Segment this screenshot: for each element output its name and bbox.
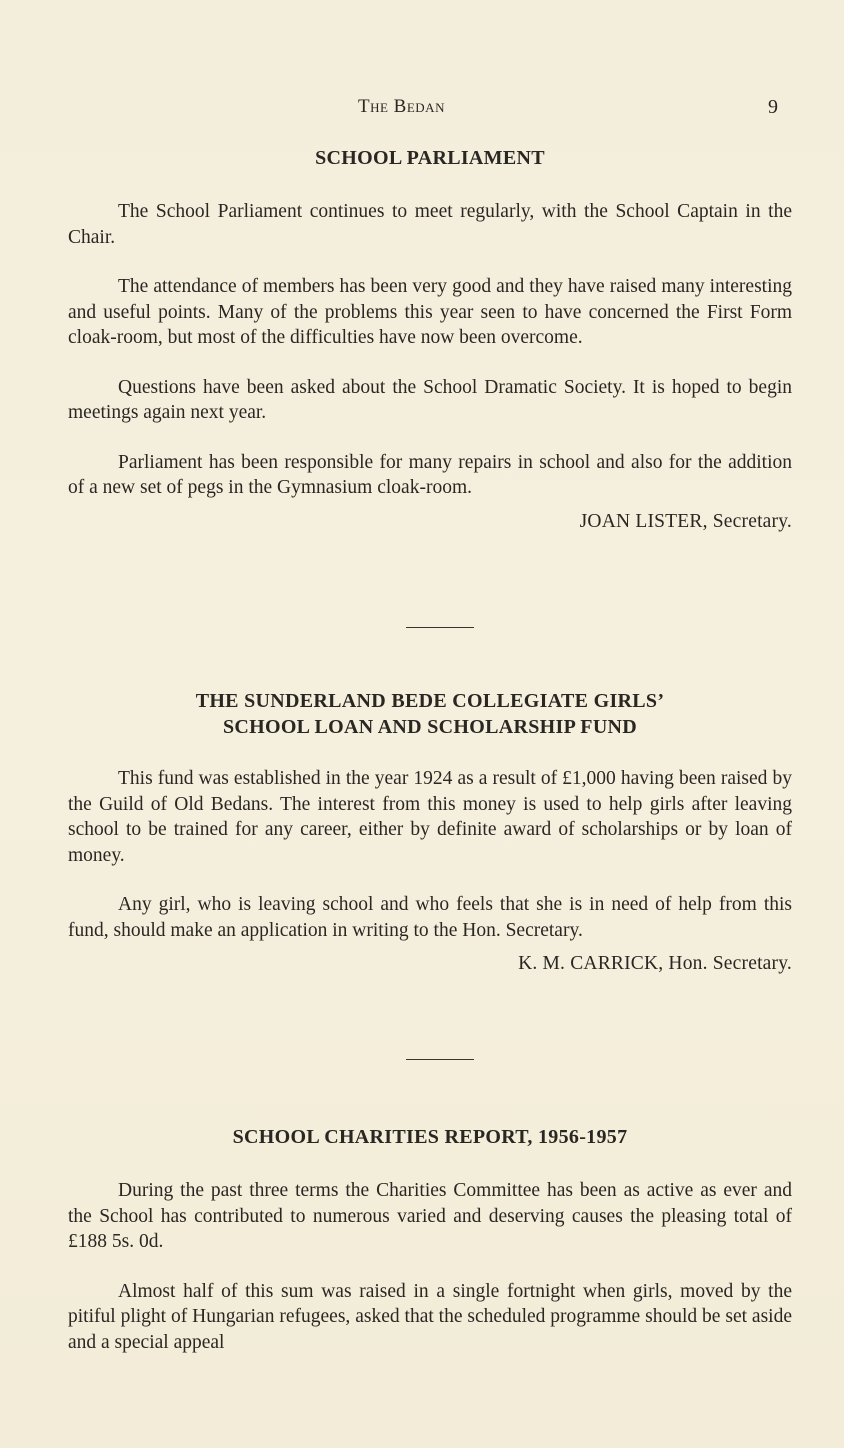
section-school-parliament xyxy=(68,145,792,534)
paragraph: Parliament has been responsible for many repairs in school and also for the addition of a new set of pegs in the Gymnasium cloak-room. xyxy=(68,451,792,498)
section-heading: SCHOOL PARLIAMENT xyxy=(315,147,545,169)
running-header xyxy=(68,96,792,124)
page-number: 9 xyxy=(768,96,778,118)
paragraph: Questions have been asked about the School Dramatic Society. It is hoped to begin meetings again next year. xyxy=(68,376,792,423)
paragraph: Almost half of this sum was raised in a single fortnight when girls, moved by the pitiful plight of Hungarian refugees, asked that the scheduled programme should be set aside and a special appeal xyxy=(68,1280,792,1353)
section-divider xyxy=(406,1059,474,1060)
running-title: The Bedan xyxy=(358,96,445,117)
paragraph: During the past three terms the Charities Committee has been as active as ever and the School has contributed to numerous varied and deserving causes the pleasing total of £188 5s. 0d. xyxy=(68,1180,792,1252)
section-charities-report xyxy=(68,1124,792,1355)
paragraph: The attendance of members has been very good and they have raised many interesting and useful points. Many of the problems this year seen to have concerned the First Form cloak-room, but most of the difficulties have now been overcome. xyxy=(68,276,792,348)
section-scholarship-fund xyxy=(68,688,792,977)
signature: K. M. CARRICK, Hon. Secretary. xyxy=(518,953,792,974)
section-heading-line-1: THE SUNDERLAND BEDE COLLEGIATE GIRLS’ xyxy=(195,690,665,712)
paragraph: The School Parliament continues to meet regularly, with the School Captain in the Chair. xyxy=(68,201,792,248)
signature: JOAN LISTER, Secretary. xyxy=(579,510,792,532)
section-heading-line-2: SCHOOL LOAN AND SCHOLARSHIP FUND xyxy=(222,716,638,738)
section-heading: SCHOOL CHARITIES REPORT, 1956-1957 xyxy=(232,1126,628,1148)
section-divider xyxy=(406,627,474,628)
paragraph: This fund was established in the year 1924 as a result of £1,000 having been raised by the Guild of Old Bedans. The interest from this money is used to help girls after leaving school to be trained for any career, either by definite award of scholarships or by loan of money. xyxy=(68,768,792,866)
paragraph: Any girl, who is leaving school and who feels that she is in need of help from this fund, should make an application in writing to the Hon. Secretary. xyxy=(68,894,792,941)
